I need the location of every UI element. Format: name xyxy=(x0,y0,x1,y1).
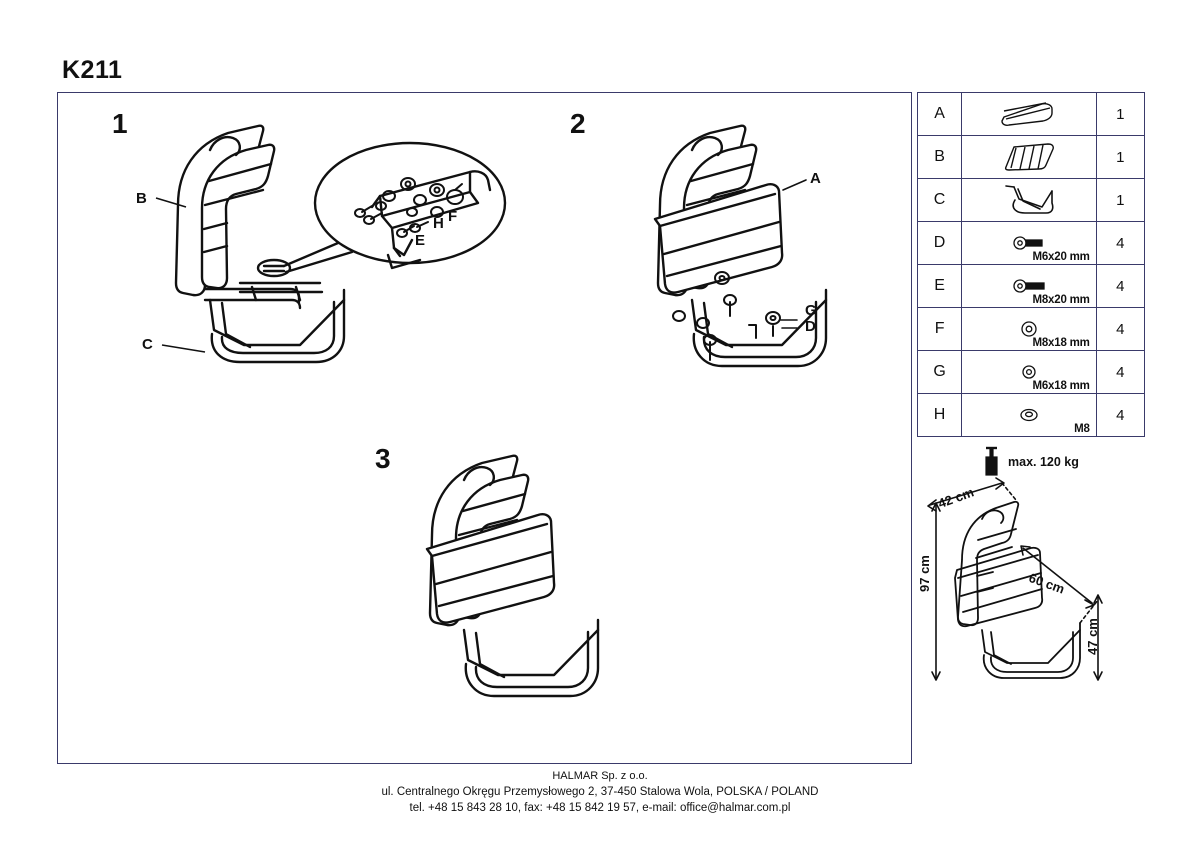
parts-table xyxy=(917,92,1145,437)
part-spec: M8x20 mm xyxy=(1032,294,1090,306)
footer-company: HALMAR Sp. z o.o. xyxy=(552,770,648,782)
part-image-cell xyxy=(962,351,1097,394)
weight-icon xyxy=(980,445,1002,479)
part-image-cell xyxy=(962,265,1097,308)
table-row xyxy=(918,394,1145,437)
dimension-width: 42 cm xyxy=(936,484,976,512)
step-1-number: 1 xyxy=(112,108,128,139)
callout-h: H xyxy=(433,215,444,232)
callout-c: C xyxy=(142,336,153,353)
part-letter: C xyxy=(918,179,962,222)
part-image-cell xyxy=(962,394,1097,437)
part-image-cell xyxy=(962,136,1097,179)
footer-address: ul. Centralnego Okręgu Przemysłowego 2, 37-450 Stalowa Wola, POLSKA / POLAND xyxy=(381,786,819,798)
max-load-label: max. 120 kg xyxy=(1008,455,1079,469)
table-row xyxy=(918,222,1145,265)
dimension-depth: 60 cm xyxy=(1026,570,1067,597)
part-letter: A xyxy=(918,93,962,136)
part-letter: D xyxy=(918,222,962,265)
callout-f: F xyxy=(448,208,458,225)
footer xyxy=(0,768,1200,816)
part-spec: M8 xyxy=(1074,423,1090,435)
table-row xyxy=(918,93,1145,136)
part-letter: F xyxy=(918,308,962,351)
table-row xyxy=(918,179,1145,222)
part-qty: 4 xyxy=(1096,222,1144,265)
dimension-height: 97 cm xyxy=(917,555,932,592)
part-letter: G xyxy=(918,351,962,394)
drawing-frame xyxy=(57,92,912,764)
part-qty: 1 xyxy=(1096,136,1144,179)
callout-b: B xyxy=(136,190,147,207)
frame-icon xyxy=(994,183,1064,217)
part-qty: 4 xyxy=(1096,265,1144,308)
dimension-seat-height: 47 cm xyxy=(1085,618,1100,655)
part-letter: H xyxy=(918,394,962,437)
part-image-cell xyxy=(962,93,1097,136)
callout-a: A xyxy=(810,170,821,187)
part-spec: M6x18 mm xyxy=(1032,380,1090,392)
part-qty: 1 xyxy=(1096,93,1144,136)
part-image-cell xyxy=(962,308,1097,351)
part-qty: 4 xyxy=(1096,308,1144,351)
part-letter: E xyxy=(918,265,962,308)
table-row xyxy=(918,265,1145,308)
callout-e: E xyxy=(415,232,426,249)
backrest-icon xyxy=(994,141,1064,173)
step-2-number: 2 xyxy=(570,108,586,139)
part-spec: M8x18 mm xyxy=(1032,337,1090,349)
callout-g: G xyxy=(805,302,817,319)
part-qty: 4 xyxy=(1096,351,1144,394)
page-title: K211 xyxy=(62,56,123,84)
table-row xyxy=(918,351,1145,394)
callout-d: D xyxy=(805,318,816,335)
part-letter: B xyxy=(918,136,962,179)
max-load-block xyxy=(980,445,1079,479)
seat-cushion-icon xyxy=(994,99,1064,129)
part-image-cell xyxy=(962,179,1097,222)
nut-icon xyxy=(994,406,1064,426)
footer-contact: tel. +48 15 843 28 10, fax: +48 15 842 19 57, e-mail: office@halmar.com.pl xyxy=(409,802,791,814)
part-qty: 4 xyxy=(1096,394,1144,437)
step-3-number: 3 xyxy=(375,443,391,474)
table-row xyxy=(918,308,1145,351)
table-row xyxy=(918,136,1145,179)
part-spec: M6x20 mm xyxy=(1032,251,1090,263)
part-qty: 1 xyxy=(1096,179,1144,222)
part-image-cell xyxy=(962,222,1097,265)
